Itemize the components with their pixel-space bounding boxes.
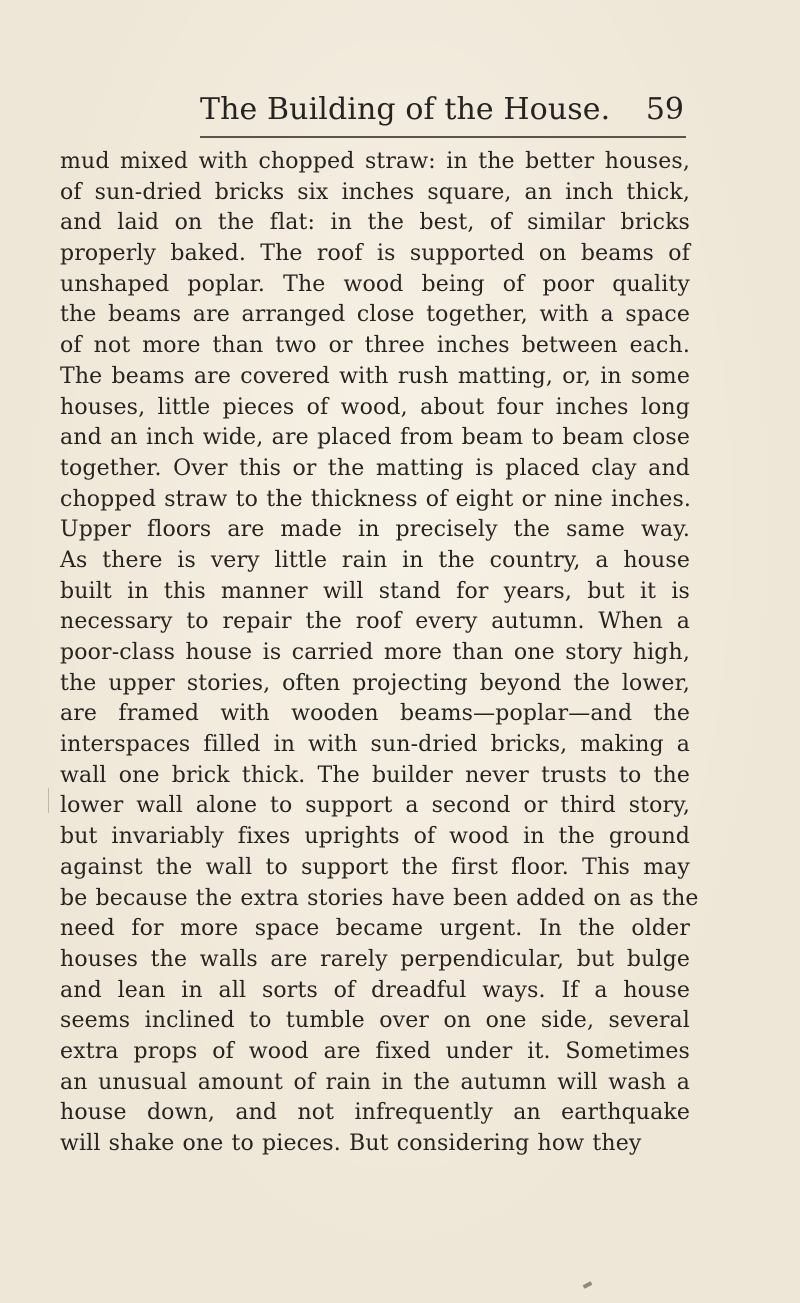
text-line: lower wall alone to support a second or third story, (60, 793, 690, 819)
text-line: seems inclined to tumble over on one side, several (60, 1008, 690, 1034)
text-line: necessary to repair the roof every autumn. When a (60, 609, 690, 635)
text-line: of sun-dried bricks six inches square, an inch thick, (60, 179, 690, 205)
text-line: against the wall to support the first floor. This may (60, 854, 690, 880)
text-line: As there is very little rain in the country, a house (60, 547, 690, 573)
text-line: Upper floors are made in precisely the same way. (60, 517, 690, 543)
text-line: but invariably fixes uprights of wood in the ground (60, 824, 690, 850)
text-line: together. Over this or the matting is placed clay and (60, 455, 690, 481)
text-line: the beams are arranged close together, with a space (60, 302, 690, 328)
text-line: an unusual amount of rain in the autumn will wash a (60, 1069, 690, 1095)
margin-mark (48, 788, 49, 813)
text-line: houses the walls are rarely perpendicular, but bulge (60, 946, 690, 972)
text-line: poor-class house is carried more than one story high, (60, 640, 690, 665)
text-line: chopped straw to the thickness of eight or nine inches. (60, 486, 692, 512)
text-line: and an inch wide, are placed from beam to beam close (60, 425, 690, 451)
text-line: built in this manner will stand for years, but it is (60, 578, 690, 604)
running-title: The Building of the House. (200, 92, 611, 127)
page-number: 59 (645, 92, 684, 127)
text-line: will shake one to pieces. But considering how they (60, 1131, 642, 1156)
text-line: extra props of wood are fixed under it. Sometimes (60, 1038, 690, 1064)
text-line: mud mixed with chopped straw: in the better houses, (60, 149, 690, 174)
text-line: unshaped poplar. The wood being of poor quality (60, 271, 690, 297)
text-line: be because the extra stories have been added on as the (60, 885, 699, 911)
text-line: of not more than two or three inches between each. (60, 333, 690, 359)
ink-mark (583, 1281, 593, 1289)
text-line: interspaces filled in with sun-dried bricks, making a (60, 732, 690, 758)
page-header (200, 90, 688, 132)
text-line: house down, and not infrequently an earthquake (60, 1100, 690, 1126)
text-line: properly baked. The roof is supported on beams of (60, 241, 690, 267)
text-line: need for more space became urgent. In the older (60, 916, 690, 942)
text-line: the upper stories, often projecting beyond the lower, (60, 670, 690, 696)
body-text (60, 147, 699, 1160)
text-line: wall one brick thick. The builder never trusts to the (60, 762, 690, 788)
text-line: are framed with wooden beams—poplar—and the (60, 701, 690, 727)
text-line: houses, little pieces of wood, about four inches long (60, 394, 690, 420)
text-line: and laid on the flat: in the best, of similar bricks (60, 210, 690, 236)
text-line: and lean in all sorts of dreadful ways. If a house (60, 977, 690, 1003)
text-line: The beams are covered with rush matting, or, in some (60, 363, 690, 389)
header-rule (200, 136, 686, 138)
